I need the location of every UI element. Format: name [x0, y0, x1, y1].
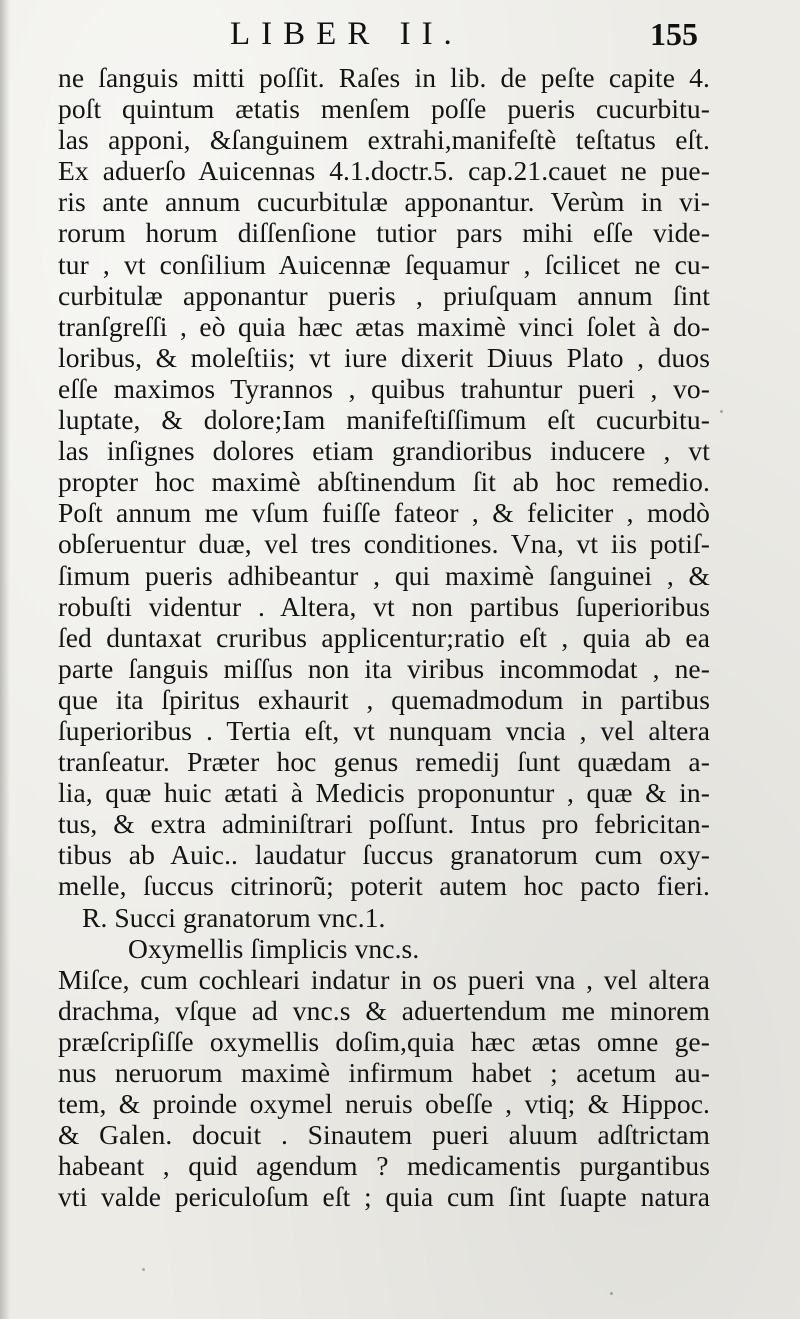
text-line: obſeruentur duæ, vel tres conditiones. Vna, vt iis potiſ-	[58, 528, 710, 560]
text-line: que ita ſpiritus exhaurit , quemadmodum in partibus	[58, 683, 710, 715]
paper-speck	[142, 1268, 145, 1271]
text-line: rorum horum diſſenſione tutior pars mihi eſſe vide-	[58, 217, 710, 249]
text-line: las inſignes dolores etiam grandioribus inducere , vt	[58, 435, 710, 467]
text-line: Ex aduerſo Auicennas 4.1.doctr.5. cap.21.cauet ne pue-	[58, 155, 710, 187]
text-line: las apponi, &ſanguinem extrahi,manifeſtè teſtatus eſt.	[58, 124, 710, 156]
text-line: luptate, & dolore;Iam manifeſtiſſimum eſt cucurbitu-	[58, 404, 710, 436]
text-line: tranſeatur. Præter hoc genus remedij ſunt quædam a-	[58, 746, 710, 778]
text-line: lia, quæ huic ætati à Medicis proponuntur , quæ & in-	[58, 777, 710, 809]
text-line: robuſti videntur . Altera, vt non partibus ſuperioribus	[58, 590, 710, 622]
text-line: tur , vt conſilium Auicennæ ſequamur , ſcilicet ne cu-	[58, 248, 710, 280]
text-line: poſt quintum ætatis menſem poſſe pueris cucurbitu-	[58, 93, 710, 125]
text-line: eſſe maximos Tyrannos , quibus trahuntur pueri , vo-	[58, 372, 710, 404]
text-line: præſcripſiſſe oxymellis doſim,quia hæc ætas omne ge-	[58, 1025, 710, 1057]
text-line: tranſgreſſi , eò quia hæc ætas maximè vinci ſolet à do-	[58, 310, 710, 342]
text-line: Poſt annum me vſum fuiſſe fateor , & feliciter , modò	[58, 497, 710, 529]
text-line: habeant , quid agendum ? medicamentis purgantibus	[58, 1150, 710, 1182]
text-line: nus neruorum maximè infirmum habet ; acetum au-	[58, 1057, 710, 1088]
text-line: tem, & proinde oxymel neruis obeſſe , vtiq; & Hippoc.	[58, 1088, 710, 1120]
recipe-line: Oxymellis ſimplicis vnc.s.	[128, 932, 420, 964]
text-line: ris ante annum cucurbitulæ apponantur. Verùm in vi-	[58, 186, 710, 218]
paper-speck	[720, 410, 723, 413]
text-line: ſed duntaxat cruribus applicentur;ratio eſt , quia ab ea	[58, 621, 710, 653]
text-line: ſimum pueris adhibeantur , qui maximè ſanguinei , &	[58, 559, 710, 591]
text-line: loribus, & moleſtiis; vt iure dixerit Diuus Plato , duos	[58, 341, 710, 373]
page-edge-shadow	[0, 0, 10, 1319]
text-line: parte ſanguis miſſus non ita viribus incommodat , ne-	[58, 652, 710, 684]
text-line: curbitulæ apponantur pueris , priuſquam annum ſint	[58, 279, 710, 311]
body-text	[58, 62, 710, 1212]
text-line: ne ſanguis mitti poſſit. Raſes in lib. de peſte capite 4.	[58, 62, 710, 93]
text-line: & Galen. docuit . Sinautem pueri aluum adſtrictam	[58, 1119, 710, 1151]
text-line: vti valde periculoſum eſt ; quia cum ſint ſuapte natura	[58, 1181, 710, 1213]
text-line: Miſce, cum cochleari indatur in os pueri vna , vel altera	[58, 963, 710, 995]
text-line: tus, & extra adminiſtrari poſſunt. Intus pro febricitan-	[58, 808, 710, 840]
text-line: ſuperioribus . Tertia eſt, vt nunquam vncia , vel altera	[58, 714, 710, 746]
text-line: drachma, vſque ad vnc.s & aduertendum me minorem	[58, 994, 710, 1026]
text-line: tibus ab Auic.. laudatur ſuccus granatorum cum oxy-	[58, 839, 710, 871]
paper-speck	[610, 1292, 613, 1295]
page-number: 155	[650, 16, 698, 52]
page-header	[0, 14, 800, 60]
recipe-line: R. Succi granatorum vnc.1.	[82, 901, 386, 933]
text-line: propter hoc maximè abſtinendum ſit ab hoc remedio.	[58, 466, 710, 498]
running-head: LIBER II.	[230, 16, 463, 52]
text-line: melle, ſuccus citrinorũ; poterit autem hoc pacto fieri.	[58, 870, 710, 902]
